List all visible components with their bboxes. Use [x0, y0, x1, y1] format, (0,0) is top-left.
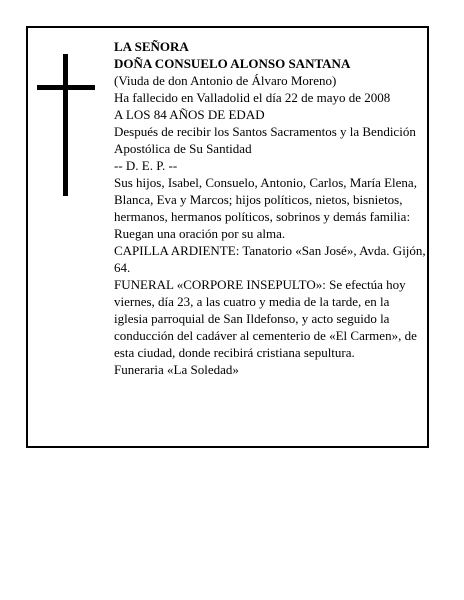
family-paragraph: Sus hijos, Isabel, Consuelo, Antonio, Carlos, María Elena, Blanca, Eva y Marcos; hijos políticos, nietos, bisnietos, hermanos, hermanos políticos, sobrinos y demás familia:: [114, 175, 417, 224]
age-line: A LOS 84 AÑOS DE EDAD: [114, 107, 265, 122]
funeral-paragraph: FUNERAL «CORPORE INSEPULTO»: Se efectúa hoy viernes, día 23, a las cuatro y media de la tarde, en la iglesia parroquial de San Ildefonso, y acto seguido la conducción del cadáver al cementerio de «El Carmen», de esta ciudad, donde recibirá cristiana sepultura.: [114, 277, 417, 360]
widow-of-line: (Viuda de don Antonio de Álvaro Moreno): [114, 73, 337, 88]
death-announcement: Ha fallecido en Valladolid el día 22 de mayo de 2008: [114, 90, 391, 105]
prayer-line: Ruegan una oración por su alma.: [114, 226, 286, 241]
funeral-home-line: Funeraria «La Soledad»: [114, 362, 239, 377]
cross-icon: [63, 54, 68, 196]
rip-line: -- D. E. P. --: [114, 158, 178, 173]
cross-icon-bar: [37, 85, 95, 90]
chapel-paragraph: CAPILLA ARDIENTE: Tanatorio «San José», Avda. Gijón, 64.: [114, 243, 426, 275]
sacraments-line: Después de recibir los Santos Sacramentos y la Bendición Apostólica de Su Santidad: [114, 124, 416, 156]
obituary-text: [114, 38, 426, 378]
deceased-name: DOÑA CONSUELO ALONSO SANTANA: [114, 56, 351, 71]
obituary-title: LA SEÑORA: [114, 39, 189, 54]
